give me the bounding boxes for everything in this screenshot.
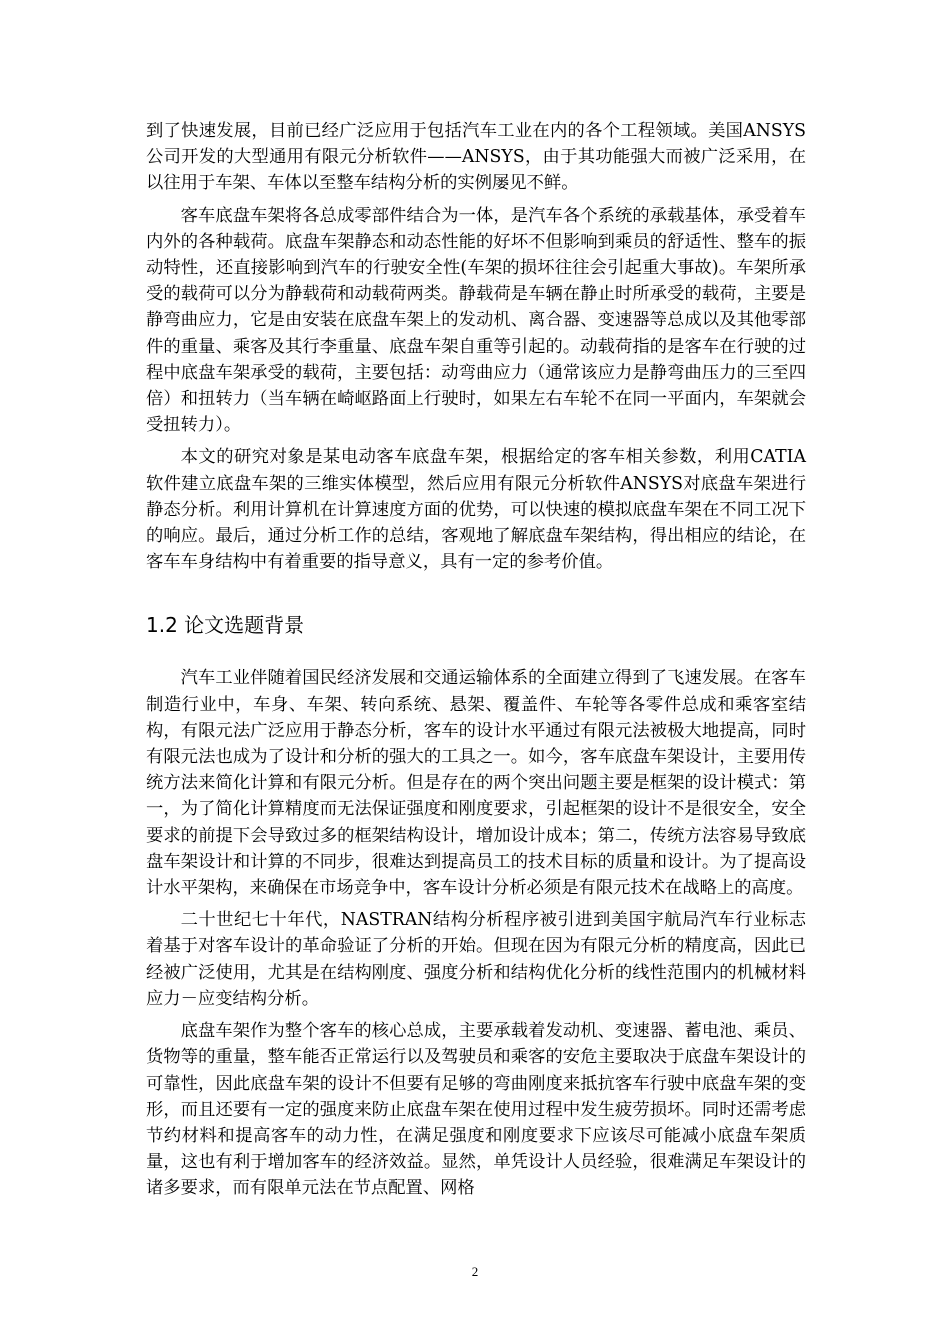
paragraph-intro-3: 本文的研究对象是某电动客车底盘车架，根据给定的客车相关参数，利用CATIA软件建立底盘车架的三维实体模型，然后应用有限元分析软件ANSYS对底盘车架进行静态分析。利用计算机在计算速度方面的优势，可以快速的模拟底盘车架在不同工况下的响应。最后，通过分析工作的总结，客观地了解底盘车架结构，得出相应的结论，在客车车身结构中有着重要的指导意义，具有一定的参考价值。 <box>146 447 806 573</box>
paragraph-section-2: 二十世纪七十年代，NASTRAN结构分析程序被引进到美国宇航局汽车行业标志着基于对客车设计的革命验证了分析的开始。但现在因为有限元分析的精度高，因此已经被广泛使用，尤其是在结构刚度、强度分析和结构优化分析的线性范围内的机械材料应力－应变结构分析。 <box>146 910 806 1009</box>
paragraph-intro-1: 到了快速发展，目前已经广泛应用于包括汽车工业在内的各个工程领域。美国ANSYS公司开发的大型通用有限元分析软件——ANSYS，由于其功能强大而被广泛采用，在以往用于车架、车体以至整车结构分析的实例屡见不鲜。 <box>146 121 806 194</box>
paragraph-section-3: 底盘车架作为整个客车的核心总成，主要承载着发动机、变速器、蓄电池、乘员、货物等的重量，整车能否正常运行以及驾驶员和乘客的安危主要取决于底盘车架设计的可靠性，因此底盘车架的设计不但要有足够的弯曲刚度来抵抗客车行驶中底盘车架的变形，而且还要有一定的强度来防止底盘车架在使用过程中发生疲劳损坏。同时还需考虑节约材料和提高客车的动力性，在满足强度和刚度要求下应该尽可能减小底盘车架质量，这也有利于增加客车的经济效益。显然，单凭设计人员经验，很难满足车架设计的诸多要求，而有限单元法在节点配置、网格 <box>146 1021 806 1199</box>
page-number: 2 <box>471 1264 479 1279</box>
section-heading: 1.2 论文选题背景 <box>146 613 305 638</box>
paragraph-section-1: 汽车工业伴随着国民经济发展和交通运输体系的全面建立得到了飞速发展。在客车制造行业中，车身、车架、转向系统、悬架、覆盖件、车轮等各零件总成和乘客室结构，有限元法广泛应用于静态分析，客车的设计水平通过有限元法被极大地提高，同时有限元法也成为了设计和分析的强大的工具之一。如今，客车底盘车架设计，主要用传统方法来简化计算和有限元分析。但是存在的两个突出问题主要是框架的设计模式：第一，为了简化计算精度而无法保证强度和刚度要求，引起框架的设计不是很安全，安全要求的前提下会导致过多的框架结构设计，增加设计成本；第二，传统方法容易导致底盘车架设计和计算的不同步，很难达到提高员工的技术目标的质量和设计。为了提高设计水平架构，来确保在市场竞争中，客车设计分析必须是有限元技术在战略上的高度。 <box>146 668 806 899</box>
document-page <box>146 118 806 1208</box>
paragraph-intro-2: 客车底盘车架将各总成零部件结合为一体，是汽车各个系统的承载基体，承受着车内外的各种载荷。底盘车架静态和动态性能的好坏不但影响到乘员的舒适性、整车的振动特性，还直接影响到汽车的行驶安全性(车架的损坏往往会引起重大事故)。车架所承受的载荷可以分为静载荷和动载荷两类。静载荷是车辆在静止时所承受的载荷，主要是静弯曲应力，它是由安装在底盘车架上的发动机、离合器、变速器等总成以及其他零部件的重量、乘客及其行李重量、底盘车架自重等引起的。动载荷指的是客车在行驶的过程中底盘车架承受的载荷，主要包括：动弯曲应力（通常该应力是静弯曲压力的三至四倍）和扭转力（当车辆在崎岖路面上行驶时，如果左右车轮不在同一平面内，车架就会受扭转力）。 <box>146 205 806 436</box>
